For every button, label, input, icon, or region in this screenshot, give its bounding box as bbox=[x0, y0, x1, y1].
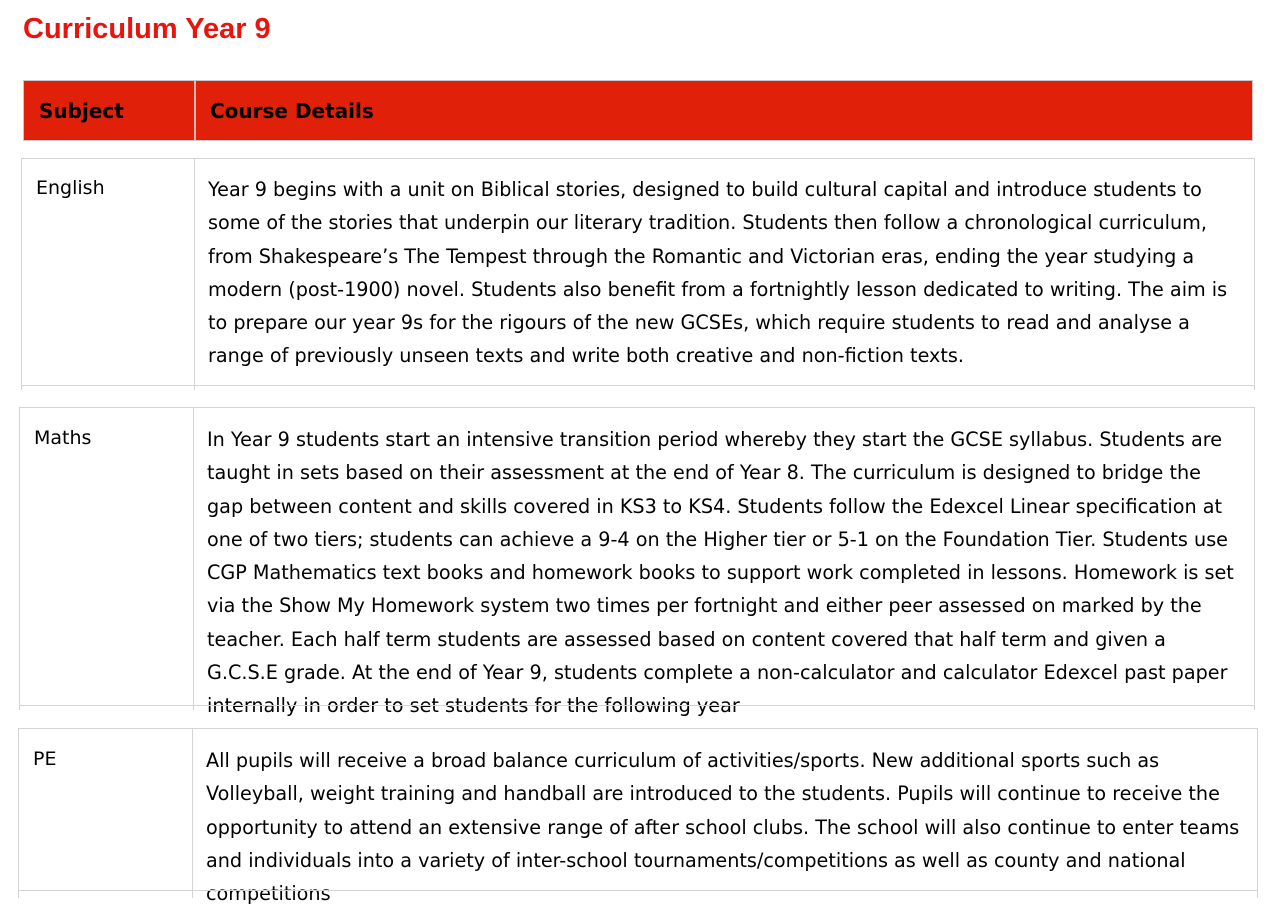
english-row bbox=[21, 158, 1255, 390]
maths-row bbox=[19, 407, 1255, 718]
english-details-cell: Year 9 begins with a unit on Biblical stories, designed to build cultural capital and introduce students to some of the stories that underpin our literary tradition. Students then follow a chronological curriculum, from Shakespeare’s The Tempest through the Romantic and Victorian eras, ending the year studying a modern (post-1900) novel. Students also benefit from a fortnightly lesson dedicated to writing. The aim is to prepare our year 9s for the rigours of the new GCSEs, which require students to read and analyse a range of previously unseen texts and write both creative and non-fiction texts. bbox=[208, 178, 1228, 368]
subject-column-header: Subject bbox=[24, 81, 196, 140]
maths-subject-cell: Maths bbox=[20, 408, 194, 710]
pe-row bbox=[18, 728, 1258, 906]
table-header bbox=[23, 80, 1253, 141]
pe-details-cell: All pupils will receive a broad balance curriculum of activities/sports. New additional sports such as Volleyball, weight training and handball are introduced to the students. Pupils will continue to receive the opportunity to attend an extensive range of after school clubs. The school will also continue to enter teams and individuals into a variety of inter-school tournaments/competitions as well as county and national competitions bbox=[206, 749, 1240, 906]
english-subject-cell: English bbox=[22, 159, 195, 390]
maths-details-cell: In Year 9 students start an intensive transition period whereby they start the GCSE syllabus. Students are taught in sets based on their assessment at the end of Year 8. The curriculum is designed to bridge the gap between content and skills covered in KS3 to KS4. Students follow the Edexcel Linear specification at one of two tiers; students can achieve a 9-4 on the Higher tier or 5-1 on the Foundation Tier. Students use CGP Mathematics text books and homework books to support work completed in lessons. Homework is set via the Show My Homework system two times per fortnight and either peer assessed on marked by the teacher. Each half term students are assessed based on content covered that half term and given a G.C.S.E grade. At the end of Year 9, students complete a non-calculator and calculator Edexcel past paper internally in order to set students for the following year bbox=[207, 428, 1234, 718]
course-details-column-header: Course Details bbox=[210, 98, 374, 123]
pe-subject-cell: PE bbox=[19, 729, 193, 898]
page-title: Curriculum Year 9 bbox=[23, 13, 271, 45]
